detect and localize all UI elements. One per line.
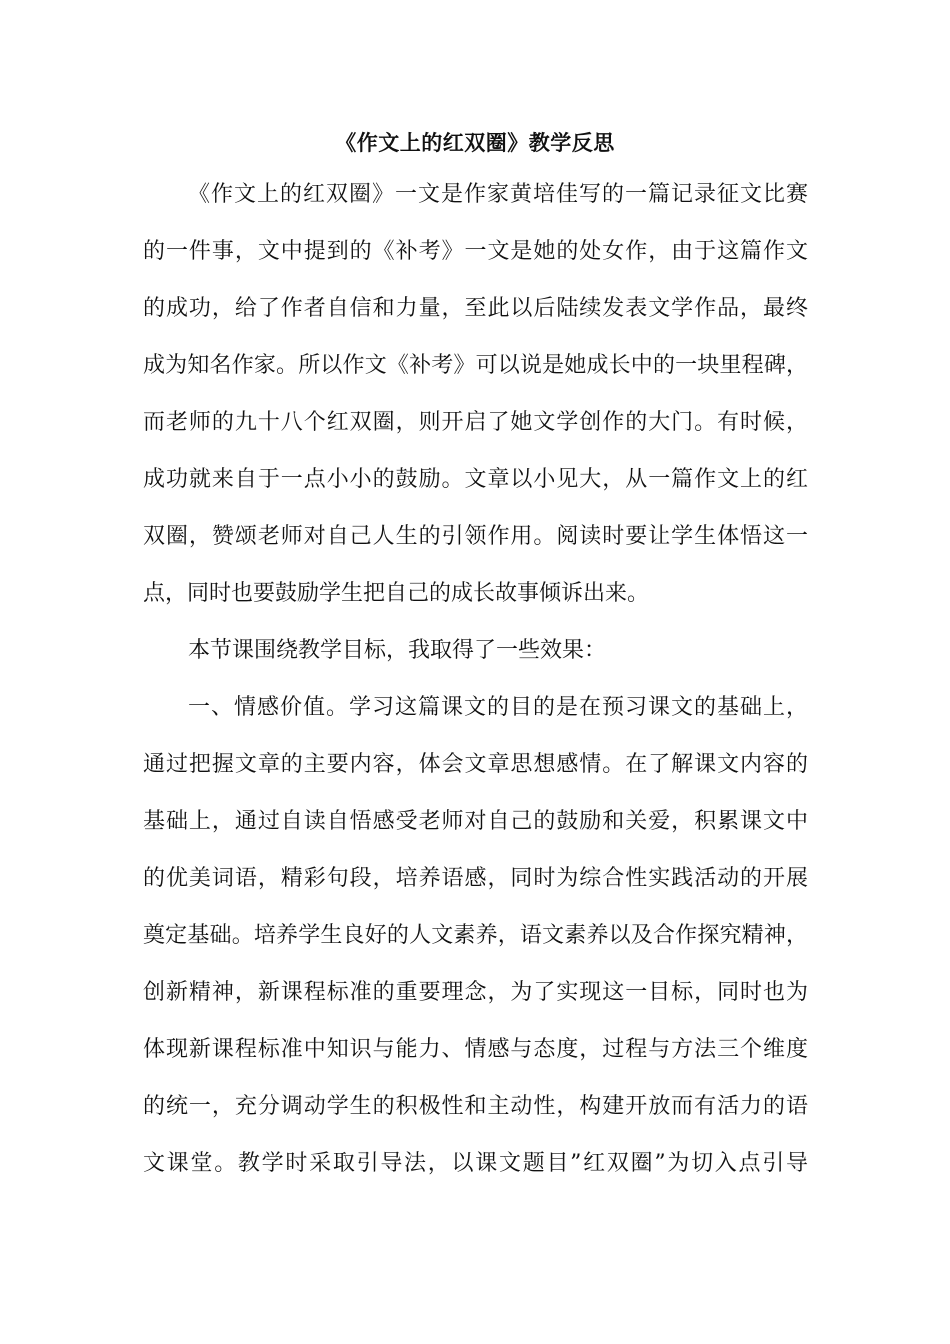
paragraph-line: 基础上，通过自读自悟感受老师对自己的鼓励和关爱，积累课文中 bbox=[143, 809, 808, 834]
document-title: 《作文上的红双圈》教学反思 bbox=[335, 131, 615, 155]
paragraph-line: 而老师的九十八个红双圈，则开启了她文学创作的大门。有时候， bbox=[143, 410, 808, 435]
paragraph-line: 成为知名作家。所以作文《补考》可以说是她成长中的一块里程碑， bbox=[143, 353, 808, 378]
paragraph-line: 的成功，给了作者自信和力量，至此以后陆续发表文学作品，最终 bbox=[143, 296, 808, 321]
paragraph-line: 一、情感价值。学习这篇课文的目的是在预习课文的基础上， bbox=[188, 695, 808, 720]
paragraph-line: 双圈，赞颂老师对自己人生的引领作用。阅读时要让学生体悟这一 bbox=[143, 524, 808, 549]
paragraph-line: 本节课围绕教学目标，我取得了一些效果： bbox=[188, 638, 607, 663]
paragraph-line: 成功就来自于一点小小的鼓励。文章以小见大，从一篇作文上的红 bbox=[143, 467, 808, 492]
paragraph-line: 的统一，充分调动学生的积极性和主动性，构建开放而有活力的语 bbox=[143, 1094, 808, 1119]
paragraph-line: 通过把握文章的主要内容，体会文章思想感情。在了解课文内容的 bbox=[143, 752, 808, 777]
paragraph-line: 体现新课程标准中知识与能力、情感与态度，过程与方法三个维度 bbox=[143, 1037, 808, 1062]
paragraph-line: 文课堂。教学时采取引导法，以课文题目”红双圈”为切入点引导 bbox=[143, 1151, 808, 1176]
paragraph-line: 《作文上的红双圈》一文是作家黄培佳写的一篇记录征文比赛 bbox=[188, 182, 808, 207]
paragraph-line: 创新精神，新课程标准的重要理念，为了实现这一目标，同时也为 bbox=[143, 980, 808, 1005]
paragraph-line: 的优美词语，精彩句段，培养语感，同时为综合性实践活动的开展 bbox=[143, 866, 808, 891]
paragraph-line: 点，同时也要鼓励学生把自己的成长故事倾诉出来。 bbox=[143, 581, 650, 606]
paragraph-line: 的一件事，文中提到的《补考》一文是她的处女作，由于这篇作文 bbox=[143, 239, 808, 264]
paragraph-line: 奠定基础。培养学生良好的人文素养，语文素养以及合作探究精神， bbox=[143, 923, 808, 948]
